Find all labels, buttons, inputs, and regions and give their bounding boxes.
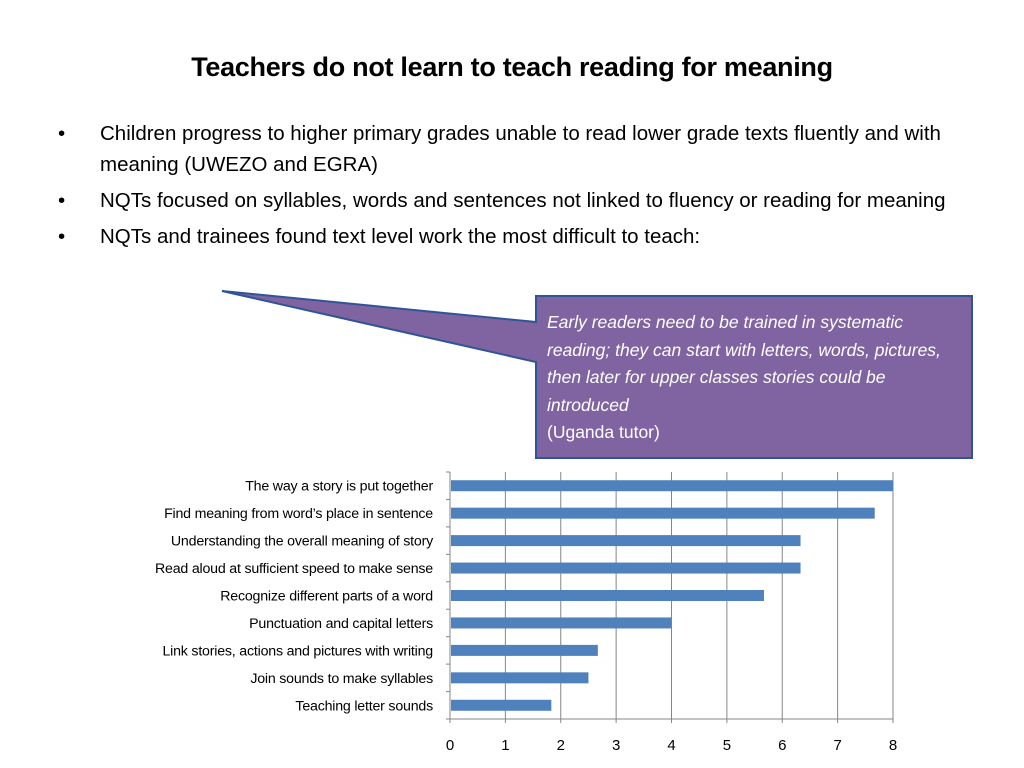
category-label: The way a story is put together	[245, 478, 433, 495]
x-tick-label: 0	[445, 737, 455, 754]
bar	[451, 480, 893, 491]
x-tick-label: 6	[778, 737, 787, 754]
x-tick-label: 2	[556, 737, 565, 754]
category-label: Join sounds to make syllables	[250, 670, 433, 687]
callout-source: (Uganda tutor)	[547, 422, 660, 442]
bar	[451, 508, 875, 519]
bar	[451, 672, 588, 683]
category-label: Read aloud at sufficient speed to make sense	[154, 561, 433, 578]
x-tick-label: 8	[888, 737, 898, 754]
x-tick-label: 4	[667, 737, 676, 754]
category-label: Teaching letter sounds	[295, 698, 433, 715]
bar	[451, 700, 551, 711]
bullet-dot: •	[58, 122, 66, 145]
x-tick-label: 1	[501, 737, 510, 754]
category-label: Link stories, actions and pictures with writing	[162, 643, 433, 660]
callout-quote: Early readers need to be trained in systematic reading; they can start with letters, words, pictures, then later for upper classes stories could be introduced	[547, 312, 941, 415]
bar	[451, 645, 598, 656]
x-tick-label: 3	[611, 737, 621, 754]
x-tick-label: 5	[722, 737, 732, 754]
category-label: Punctuation and capital letters	[249, 615, 433, 632]
bar	[451, 535, 801, 546]
category-label: Recognize different parts of a word	[220, 588, 433, 605]
bullet-text: Children progress to higher primary grades unable to read lower grade texts fluently and with meaning (UWEZO and EGRA)	[100, 122, 941, 176]
bullet-dot: •	[58, 189, 66, 212]
bar	[451, 617, 672, 628]
category-label: Understanding the overall meaning of story	[170, 533, 433, 550]
category-label: Find meaning from word’s place in sentence	[164, 506, 433, 523]
bar	[451, 590, 764, 601]
x-tick-label: 7	[833, 737, 842, 754]
bullet-text: NQTs focused on syllables, words and sentences not linked to fluency or reading for meaning	[100, 189, 946, 212]
bullet-text: NQTs and trainees found text level work the most difficult to teach:	[100, 225, 701, 248]
page-title: Teachers do not learn to teach reading for meaning	[191, 52, 833, 82]
bullet-dot: •	[58, 225, 66, 248]
bar	[451, 563, 801, 574]
